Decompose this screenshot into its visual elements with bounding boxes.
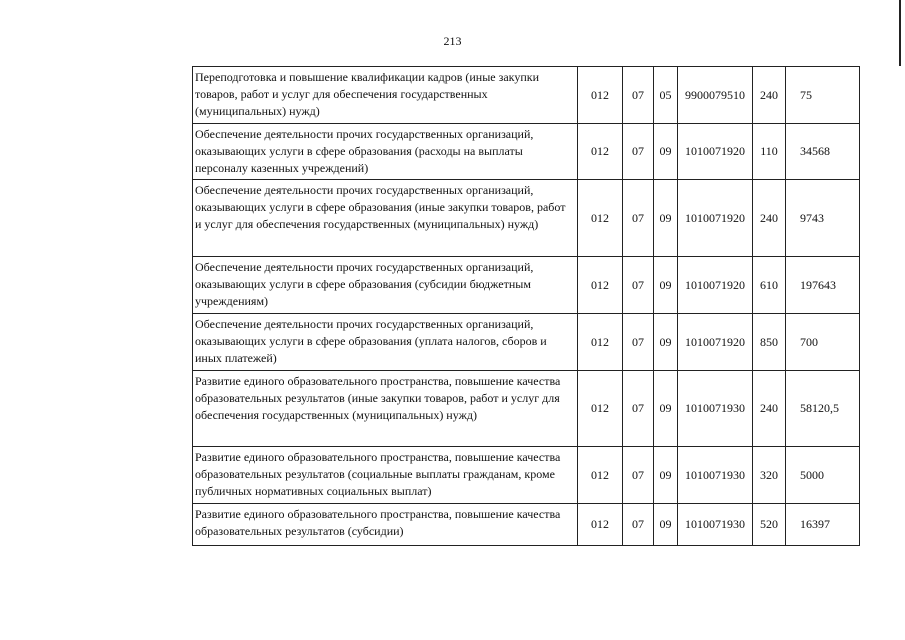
target-code-cell: 1010071930 bbox=[678, 504, 753, 546]
row-name-cell: Обеспечение деятельности прочих государственных организаций, оказывающих услуги в сфере образования (расходы на выплаты персоналу казенных учреждений) bbox=[193, 124, 578, 180]
target-code-cell: 1010071920 bbox=[678, 180, 753, 257]
budget-table bbox=[192, 66, 860, 546]
page-edge-line bbox=[899, 0, 901, 66]
subsection-code-cell: 09 bbox=[654, 124, 678, 180]
section-code-cell: 07 bbox=[623, 371, 654, 447]
section-code-cell: 07 bbox=[623, 124, 654, 180]
row-name-cell: Обеспечение деятельности прочих государственных организаций, оказывающих услуги в сфере образования (уплата налогов, сборов и иных платежей) bbox=[193, 314, 578, 371]
table-row bbox=[193, 371, 860, 447]
table-row bbox=[193, 447, 860, 504]
subsection-code-cell: 09 bbox=[654, 504, 678, 546]
table-row bbox=[193, 504, 860, 546]
row-name-cell: Обеспечение деятельности прочих государственных организаций, оказывающих услуги в сфере образования (субсидии бюджетным учреждениям) bbox=[193, 257, 578, 314]
expense-type-cell: 240 bbox=[753, 180, 786, 257]
amount-cell: 5000 bbox=[786, 447, 860, 504]
row-name-cell: Развитие единого образовательного пространства, повышение качества образовательных результатов (иные закупки товаров, работ и услуг для обеспечения государственных (муниципальных) нужд) bbox=[193, 371, 578, 447]
ministry-code-cell: 012 bbox=[578, 257, 623, 314]
target-code-cell: 9900079510 bbox=[678, 67, 753, 124]
amount-cell: 700 bbox=[786, 314, 860, 371]
target-code-cell: 1010071930 bbox=[678, 371, 753, 447]
subsection-code-cell: 09 bbox=[654, 447, 678, 504]
amount-cell: 58120,5 bbox=[786, 371, 860, 447]
table-row bbox=[193, 257, 860, 314]
table-row bbox=[193, 180, 860, 257]
expense-type-cell: 610 bbox=[753, 257, 786, 314]
subsection-code-cell: 09 bbox=[654, 180, 678, 257]
subsection-code-cell: 09 bbox=[654, 257, 678, 314]
amount-cell: 9743 bbox=[786, 180, 860, 257]
section-code-cell: 07 bbox=[623, 257, 654, 314]
subsection-code-cell: 09 bbox=[654, 371, 678, 447]
ministry-code-cell: 012 bbox=[578, 180, 623, 257]
section-code-cell: 07 bbox=[623, 180, 654, 257]
ministry-code-cell: 012 bbox=[578, 67, 623, 124]
row-name-cell: Обеспечение деятельности прочих государственных организаций, оказывающих услуги в сфере образования (иные закупки товаров, работ и услуг для обеспечения государственных (муниципальных) нужд) bbox=[193, 180, 578, 257]
table-row bbox=[193, 314, 860, 371]
expense-type-cell: 320 bbox=[753, 447, 786, 504]
page-number: 213 bbox=[443, 34, 462, 48]
amount-cell: 75 bbox=[786, 67, 860, 124]
table-row bbox=[193, 67, 860, 124]
expense-type-cell: 240 bbox=[753, 371, 786, 447]
ministry-code-cell: 012 bbox=[578, 447, 623, 504]
ministry-code-cell: 012 bbox=[578, 314, 623, 371]
expense-type-cell: 110 bbox=[753, 124, 786, 180]
section-code-cell: 07 bbox=[623, 314, 654, 371]
target-code-cell: 1010071930 bbox=[678, 447, 753, 504]
expense-type-cell: 520 bbox=[753, 504, 786, 546]
section-code-cell: 07 bbox=[623, 67, 654, 124]
section-code-cell: 07 bbox=[623, 504, 654, 546]
expense-type-cell: 850 bbox=[753, 314, 786, 371]
amount-cell: 34568 bbox=[786, 124, 860, 180]
subsection-code-cell: 09 bbox=[654, 314, 678, 371]
section-code-cell: 07 bbox=[623, 447, 654, 504]
ministry-code-cell: 012 bbox=[578, 504, 623, 546]
target-code-cell: 1010071920 bbox=[678, 124, 753, 180]
row-name-cell: Развитие единого образовательного пространства, повышение качества образовательных результатов (социальные выплаты гражданам, кроме публичных нормативных социальных выплат) bbox=[193, 447, 578, 504]
subsection-code-cell: 05 bbox=[654, 67, 678, 124]
amount-cell: 16397 bbox=[786, 504, 860, 546]
amount-cell: 197643 bbox=[786, 257, 860, 314]
target-code-cell: 1010071920 bbox=[678, 257, 753, 314]
table-row bbox=[193, 124, 860, 180]
expense-type-cell: 240 bbox=[753, 67, 786, 124]
row-name-cell: Развитие единого образовательного пространства, повышение качества образовательных результатов (субсидии) bbox=[193, 504, 578, 546]
target-code-cell: 1010071920 bbox=[678, 314, 753, 371]
ministry-code-cell: 012 bbox=[578, 371, 623, 447]
ministry-code-cell: 012 bbox=[578, 124, 623, 180]
row-name-cell: Переподготовка и повышение квалификации кадров (иные закупки товаров, работ и услуг для обеспечения государственных (муниципальных) нужд) bbox=[193, 67, 578, 124]
